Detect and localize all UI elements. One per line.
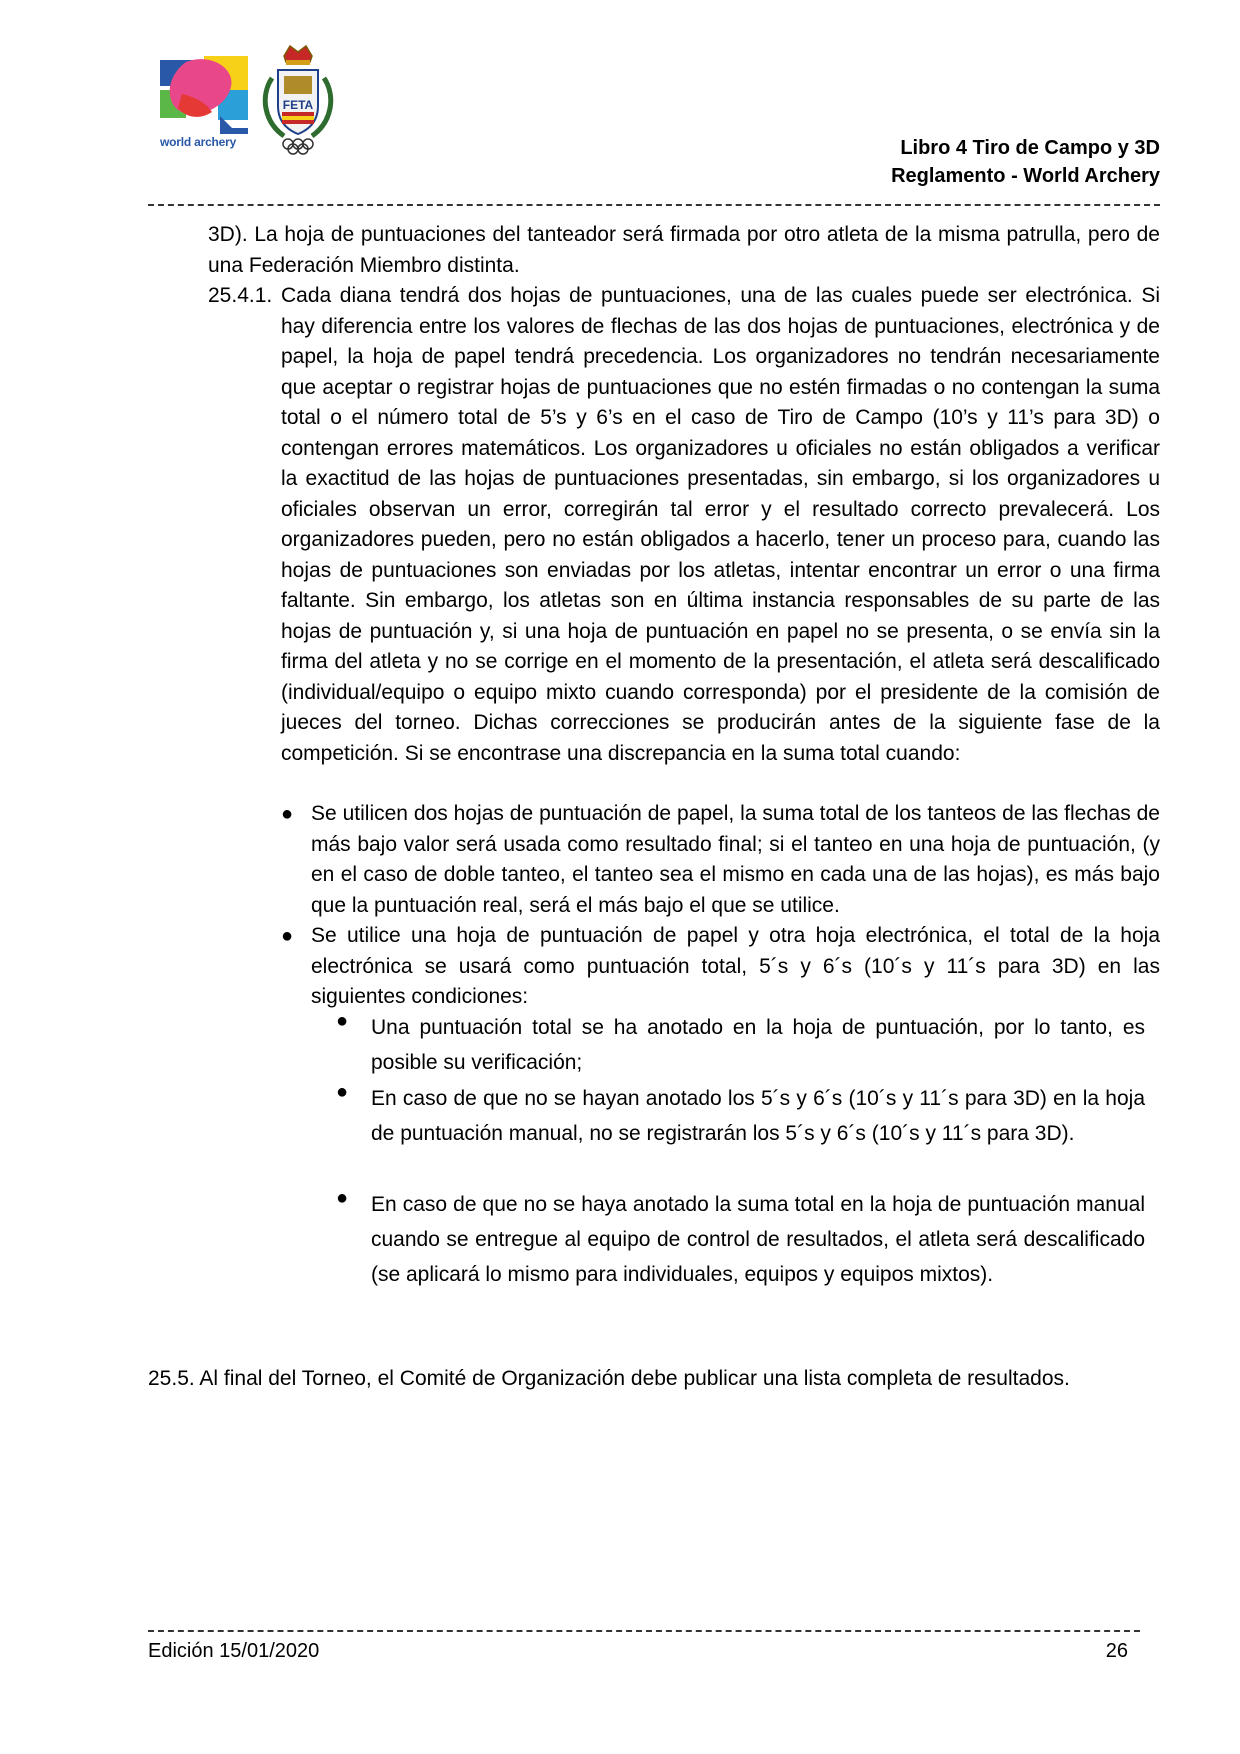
sub-list-item-text: En caso de que no se haya anotado la suma total en la hoja de puntuación manual cuando se entregue al equipo de control de resultados, el atleta será descalificado (se aplicará lo mismo para individuales, equipos y equipos mixtos). xyxy=(371,1193,1145,1286)
sub-list-item-text: En caso de que no se hayan anotado los 5´s y 6´s (10´s y 11´s para 3D) en la hoja de puntuación manual, no se registrarán los 5´s y 6´s (10´s y 11´s para 3D). xyxy=(371,1087,1145,1145)
header-title-line1: Libro 4 Tiro de Campo y 3D xyxy=(900,137,1160,159)
list-item-text: Se utilice una hoja de puntuación de papel y otra hoja electrónica, el total de la hoja electrónica se usará como puntuación total, 5´s y 6´s (10´s y 11´s para 3D) en las siguientes condiciones: xyxy=(311,924,1160,1008)
footer-divider xyxy=(148,1630,1140,1632)
bullet-icon: ● xyxy=(336,1187,349,1209)
page-number: 26 xyxy=(1105,1640,1128,1662)
header-title xyxy=(891,134,1160,190)
list-item-text: Se utilicen dos hojas de puntuación de papel, la suma total de los tanteos de las flechas de más bajo valor será usada como resultado final; si el tanteo en una hoja de puntuación, (y en el caso de doble tanteo, el tanteo sea el mismo en cada una de las hojas), es más bajo que la puntuación real, será el más bajo el que se utilice. xyxy=(311,802,1160,917)
sub-list-item xyxy=(336,1081,1145,1151)
svg-text:FETA: FETA xyxy=(282,98,314,112)
sub-list-item xyxy=(336,1187,1145,1292)
continuation-paragraph: 3D). La hoja de puntuaciones del tanteador será firmada por otro atleta de la misma patrulla, pero de una Federación Miembro distinta. xyxy=(208,223,1160,277)
section-25-4-1 xyxy=(208,281,1160,769)
list-item xyxy=(281,921,1160,1013)
list-item xyxy=(281,799,1160,921)
bullet-icon: ● xyxy=(281,925,294,947)
header-title-line2: Reglamento - World Archery xyxy=(891,165,1160,187)
sub-list-item-text: Una puntuación total se ha anotado en la hoja de puntuación, por lo tanto, es posible su verificación; xyxy=(371,1016,1145,1074)
federation-crest-icon xyxy=(258,44,338,156)
world-archery-logo xyxy=(160,56,250,156)
edition-date: Edición 15/01/2020 xyxy=(148,1640,320,1662)
logo-text: world archery xyxy=(160,135,237,149)
bullet-icon: ● xyxy=(336,1010,349,1032)
section-paragraph: Cada diana tendrá dos hojas de puntuaciones, una de las cuales puede ser electrónica. Si hay diferencia entre los valores de flechas de las dos hojas de puntuaciones, electrónica y de papel, la hoja de papel tendrá precedencia. Los organizadores no tendrán necesariamente que aceptar o registrar hojas de puntuaciones que no estén firmadas o no contengan la suma total o el número total de 5’s y 6’s en el caso de Tiro de Campo (10’s y 11’s para 3D) o contengan errores matemáticos. Los organizadores u oficiales no están obligados a verificar la exactitud de las hojas de puntuaciones presentadas, sin embargo, si los organizadores u oficiales observan un error, corregirán tal error y el resultado correcto prevalecerá. Los organizadores pueden, pero no están obligados a hacerlo, tener un proceso para, cuando las hojas de puntuaciones son enviadas por los atletas, intentar encontrar un error o una firma faltante. Sin embargo, los atletas son en última instancia responsables de su parte de las hojas de puntuación y, si una hoja de puntuación en papel no se presenta, o se envía sin la firma del atleta y no se corrige en el momento de la presentación, el atleta será descalificado (individual/equipo o equipo mixto cuando corresponda) por el presidente de la comisión de jueces del torneo. Dichas correcciones se producirán antes de la siguiente fase de la competición. Si se encontrase una discrepancia en la suma total cuando: xyxy=(281,284,1160,765)
bullet-icon: ● xyxy=(336,1081,349,1103)
section-25-5: 25.5. Al final del Torneo, el Comité de Organización debe publicar una lista completa de resultados. xyxy=(148,1367,1070,1390)
section-number: 25.4.1. xyxy=(208,284,273,307)
header-divider xyxy=(148,204,1160,206)
bullet-icon: ● xyxy=(281,803,294,825)
sub-list-item xyxy=(336,1010,1145,1080)
